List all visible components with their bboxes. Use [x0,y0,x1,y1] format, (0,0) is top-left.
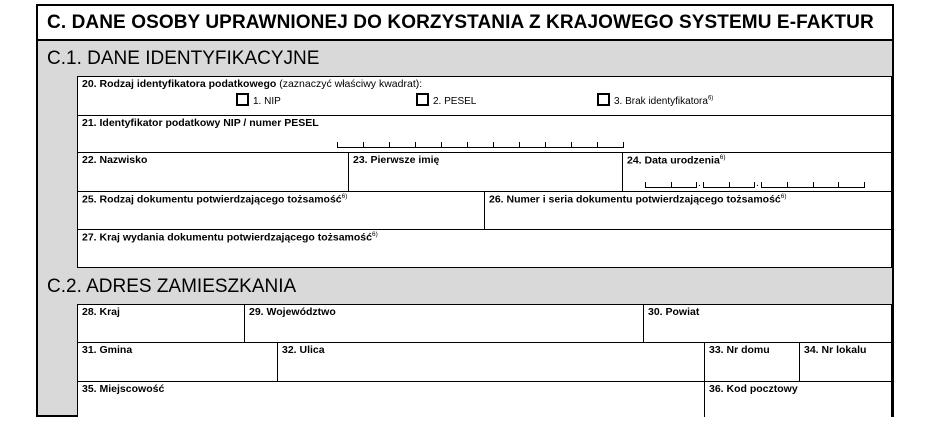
field-32-street[interactable] [277,343,705,382]
field-24-birth-date[interactable] [622,153,892,192]
field-22-label: 22. Nazwisko [82,154,148,166]
tax-id-digit-cells [337,142,624,148]
field-29-label: 29. Województwo [249,306,336,318]
birth-month-cells [703,182,755,188]
cell-tick [545,142,546,147]
field-35-label: 35. Miejscowość [82,383,165,395]
birth-day-cells [645,182,697,188]
field-25-label: 25. Rodzaj dokumentu potwierdzającego tożsamość$^{6)}$ [82,193,348,206]
field-28-label: 28. Kraj [82,306,120,318]
field-36-postal-code[interactable] [704,382,892,417]
cell-tick [415,142,416,147]
field-28-country[interactable] [77,304,245,343]
cell-tick [363,142,364,147]
field-23-label: 23. Pierwsze imię [353,154,440,166]
field-27-label: 27. Kraj wydania dokumentu potwierdzającego tożsamość$^{6)}$ [82,231,378,244]
field-21-tax-id[interactable] [77,116,892,153]
cell-tick [864,182,865,187]
cell-tick [813,182,814,187]
option-pesel[interactable]: 2. PESEL [416,93,476,107]
cell-tick [571,142,572,147]
cell-tick [754,182,755,187]
cell-tick [337,142,338,147]
field-22-surname[interactable] [77,153,349,192]
field-21-label: 21. Identyfikator podatkowy NIP / numer PESEL [82,117,319,129]
field-27-document-country[interactable] [77,230,892,268]
field-34-apartment-number[interactable] [799,343,892,382]
field-32-label: 32. Ulica [282,344,325,356]
cell-tick [787,182,788,187]
field-30-label: 30. Powiat [648,306,700,318]
field-20-label: 20. Rodzaj identyfikatora podatkowego (zaznaczyć właściwy kwadrat): [82,78,423,90]
field-29-voivodeship[interactable] [244,304,644,343]
cell-tick [493,142,494,147]
checkbox-no-identifier[interactable] [597,93,610,106]
field-30-county[interactable] [643,304,892,343]
cell-tick [597,142,598,147]
cell-tick [729,182,730,187]
cell-tick [696,182,697,187]
field-26-document-number[interactable] [484,192,892,230]
cell-tick [761,182,762,187]
cell-tick [703,182,704,187]
form-section-c [36,4,894,417]
field-33-house-number[interactable] [704,343,800,382]
cell-tick [671,182,672,187]
option-no-identifier[interactable]: 3. Brak identyfikatora$^{6)}$ [597,93,713,107]
checkbox-nip[interactable] [236,93,249,106]
birth-year-cells [761,182,865,188]
cell-tick [519,142,520,147]
field-35-city[interactable] [77,382,705,417]
cell-tick [838,182,839,187]
field-20-identifier-type [77,76,892,116]
field-34-label: 34. Nr lokalu [804,344,867,356]
field-36-label: 36. Kod pocztowy [709,383,798,395]
cell-tick [467,142,468,147]
field-31-commune[interactable] [77,343,278,382]
field-25-document-type[interactable] [77,192,485,230]
subsection-title-c2: C.2. ADRES ZAMIESZKANIA [47,276,297,297]
field-26-label: 26. Numer i seria dokumentu potwierdzającego tożsamość$^{6)}$ [489,193,787,206]
field-24-label: 24. Data urodzenia$^{6)}$ [627,154,726,167]
section-title: C. DANE OSOBY UPRAWNIONEJ DO KORZYSTANIA Z KRAJOWEGO SYSTEMU E-FAKTUR [38,6,892,41]
date-separator: . [756,178,759,189]
field-33-label: 33. Nr domu [709,344,770,356]
cell-tick [623,142,624,147]
date-separator: . [698,178,701,189]
field-23-first-name[interactable] [348,153,623,192]
subsection-title-c1: C.1. DANE IDENTYFIKACYJNE [47,48,320,69]
cell-tick [441,142,442,147]
cell-tick [389,142,390,147]
checkbox-pesel[interactable] [416,93,429,106]
cell-tick [645,182,646,187]
option-nip[interactable]: 1. NIP [236,93,281,107]
field-31-label: 31. Gmina [82,344,133,356]
